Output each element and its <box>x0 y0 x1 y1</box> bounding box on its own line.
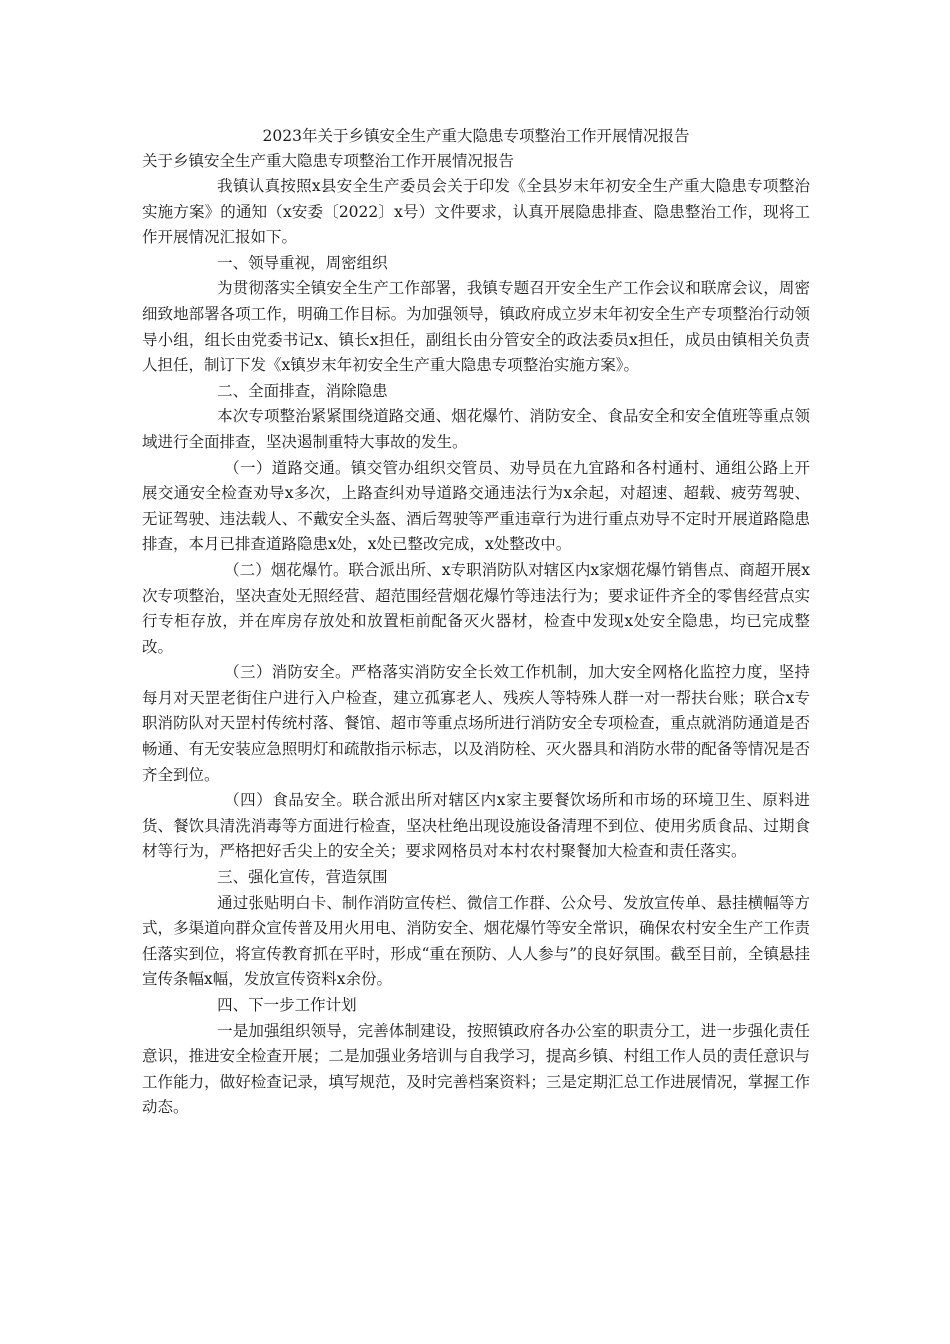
section-2-body: 本次专项整治紧紧围绕道路交通、烟花爆竹、消防安全、食品安全和安全值班等重点领域进行全面排查，坚决遏制重特大事故的发生。 <box>142 407 810 451</box>
section-4-body: 一是加强组织领导，完善体制建设，按照镇政府各办公室的职责分工，进一步强化责任意识，推进安全检查开展；二是加强业务培训与自我学习，提高乡镇、村组工作人员的责任意识与工作能力，做好检查记录，填写规范，及时完善档案资料；三是定期汇总工作进展情况，掌握工作动态。 <box>142 1021 810 1117</box>
section-2-item-food-safety: （四）食品安全。联合派出所对辖区内x家主要餐饮场所和市场的环境卫生、原料进货、餐饮具清洗消毒等方面进行检查，坚决杜绝出现设施设备清理不到位、使用劣质食品、过期食材等行为，严格把好舌尖上的安全关；要求网格员对本村农村聚餐加大检查和责任落实。 <box>142 791 810 861</box>
section-2-item-fireworks: （二）烟花爆竹。联合派出所、x专职消防队对辖区内x家烟花爆竹销售点、商超开展x次专项整治，坚决查处无照经营、超范围经营烟花爆竹等违法行为；要求证件齐全的零售经营点实行专柜存放，并在库房存放处和放置柜前配备灭火器材，检查中发现x处安全隐患，均已完成整改。 <box>142 560 810 656</box>
document-body <box>142 124 810 1121</box>
document-title: 2023年关于乡镇安全生产重大隐患专项整治工作开展情况报告 <box>262 127 690 145</box>
section-3-body: 通过张贴明白卡、制作消防宣传栏、微信工作群、公众号、发放宣传单、悬挂横幅等方式，多渠道向群众宣传普及用火用电、消防安全、烟花爆竹等安全常识，确保农村安全生产工作责任落实到位，将宣传教育抓在平时，形成“重在预防、人人参与”的良好氛围。截至目前，全镇悬挂宣传条幅x幅，发放宣传资料x余份。 <box>142 893 810 989</box>
section-1-heading: 一、领导重视，周密组织 <box>217 253 388 272</box>
section-3-heading: 三、强化宣传，营造氛围 <box>217 868 388 887</box>
document-subtitle: 关于乡镇安全生产重大隐患专项整治工作开展情况报告 <box>142 152 515 170</box>
section-2-item-road-traffic: （一）道路交通。镇交管办组织交管员、劝导员在九宜路和各村通村、通组公路上开展交通安全检查劝导x多次，上路查纠劝导道路交通违法行为x余起，对超速、超载、疲劳驾驶、无证驾驶、违法载人、不戴安全头盔、酒后驾驶等严重违章行为进行重点劝导不定时开展道路隐患排查，本月已排查道路隐患x处，x处已整改完成，x处整改中。 <box>142 458 810 554</box>
section-4-heading: 四、下一步工作计划 <box>217 996 357 1014</box>
section-2-item-fire-safety: （三）消防安全。严格落实消防安全长效工作机制，加大安全网格化监控力度，坚持每月对天罡老街住户进行入户检查，建立孤寡老人、残疾人等特殊人群一对一帮扶台账；联合x专职消防队对天罡村传统村落、餐馆、超市等重点场所进行消防安全专项检查，重点就消防通道是否畅通、有无安装应急照明灯和疏散指示标志，以及消防栓、灭火器具和消防水带的配备等情况是否齐全到位。 <box>142 663 810 784</box>
section-1-body: 为贯彻落实全镇安全生产工作部署，我镇专题召开安全生产工作会议和联席会议，周密细致地部署各项工作，明确工作目标。为加强领导，镇政府成立岁末年初安全生产专项整治行动领导小组，组长由党委书记x、镇长x担任，副组长由分管安全的政法委员x担任，成员由镇相关负责人担任，制订下发《x镇岁末年初安全生产重大隐患专项整治实施方案》。 <box>142 279 810 375</box>
intro-paragraph: 我镇认真按照x县安全生产委员会关于印发《全县岁末年初安全生产重大隐患专项整治实施方案》的通知（x安委〔2022〕x号）文件要求，认真开展隐患排查、隐患整治工作，现将工作开展情况汇报如下。 <box>142 177 810 247</box>
section-2-heading: 二、全面排查，消除隐患 <box>217 381 388 400</box>
